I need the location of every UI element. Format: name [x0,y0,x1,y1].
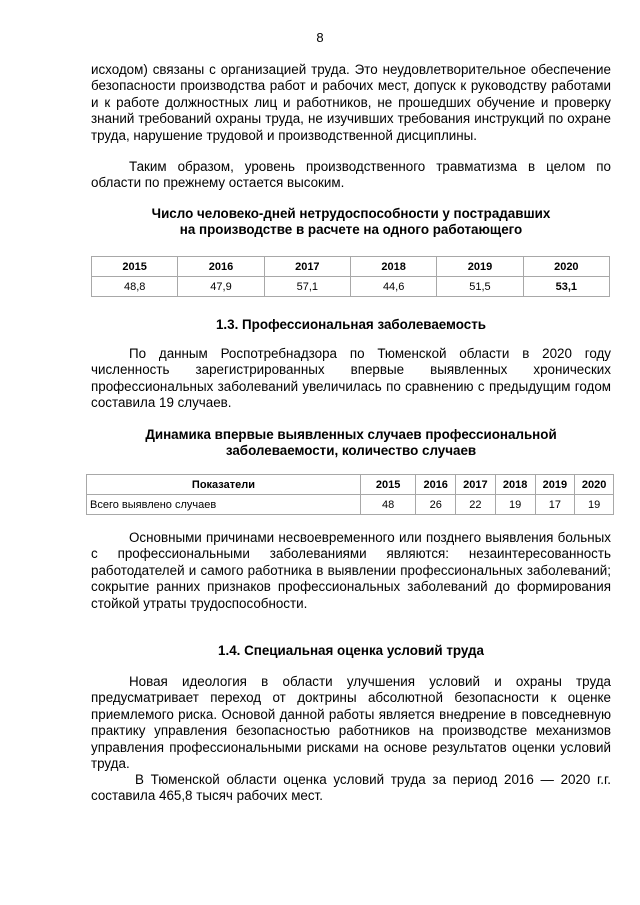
page-number: 8 [316,30,324,45]
table-header-cell: 2016 [416,475,456,495]
table-header-cell: 2015 [360,475,415,495]
table-header-cell: 2018 [350,257,436,277]
table-header-cell: 2017 [264,257,350,277]
table-header-cell: 2019 [437,257,523,277]
table-header-cell: 2019 [535,475,575,495]
table1-title-line1: Число человеко-дней нетрудоспособности у пострадавших [151,206,551,221]
table-cell: 51,5 [437,277,523,297]
table-cell: 22 [456,495,496,515]
table-row [92,277,610,297]
table-header-cell: 2020 [523,257,609,277]
table-cell: 48,8 [92,277,178,297]
table2-title [91,427,611,460]
section-heading-1-4: 1.4. Специальная оценка условий труда [218,643,484,658]
table-cell: 19 [575,495,614,515]
paragraph-risk-ideology-text: Новая идеология в области улучшения условий и охраны труда предусматривает переход от доктрины абсолютной безопасности к оценке приемлемого риска. Основой данной работы является внедрение в повседневную практику управления безопасностью работников на производстве механизмов управления профессиональными рисками на основе результатов оценки условий труда. [91,674,611,772]
table-header-row [87,475,614,495]
table-cell: 48 [360,495,415,515]
table1-title-line2: на производстве в расчете на одного работающего [179,222,523,238]
paragraph-assessment-total [91,772,611,805]
table-cell-highlight: 53,1 [523,277,609,297]
table-header-row [92,257,610,277]
paragraph-occupational-disease-text: По данным Роспотребнадзора по Тюменской области в 2020 году численность зарегистрированных впервые выявленных хронических профессиональных заболеваний увеличилась по сравнению с предыдущим годом составила 19 случаев. [91,346,611,411]
table-cell: 17 [535,495,575,515]
paragraph-occupational-disease [91,346,611,412]
table-header-cell: Показатели [87,475,361,495]
table-header-cell: 2017 [456,475,496,495]
table2-title-line2: заболеваемости, количество случаев [225,443,477,459]
table1-title [91,206,611,239]
table-cell: 26 [416,495,456,515]
occupational-disease-table [86,474,614,515]
table-cell: 57,1 [264,277,350,297]
paragraph-assessment-total-text: В Тюменской области оценка условий труда за период 2016 — 2020 г.г. составила 465,8 тысяч рабочих мест. [91,772,611,804]
table-row-label: Всего выявлено случаев [87,495,361,515]
paragraph-injury-causes: исходом) связаны с организацией труда. Это неудовлетворительное обеспечение безопасности производства работ и рабочих мест, допуск к руководству работами и к работе должностных лиц и работников, не прошедших обучение и проверку знаний требований охраны труда, не изучивших требования инструкций по охране труда, нарушение трудовой и производственной дисциплины. [91,62,611,143]
disability-days-table [91,256,610,297]
paragraph-late-detection-causes [91,530,611,612]
paragraph-injury-summary [91,159,611,192]
paragraph-risk-ideology [91,674,611,772]
table2-title-line1: Динамика впервые выявленных случаев профессиональной [145,427,557,442]
paragraph-late-detection-causes-text: Основными причинами несвоевременного или позднего выявления больных с профессиональными заболеваниями являются: незаинтересованность работодателей и самого работника в выявлении профессиональных заболеваний; сокрытие ранних признаков профессиональных заболеваний до формирования стойкой утраты трудоспособности. [91,530,611,611]
table-header-cell: 2018 [495,475,535,495]
table-row [87,495,614,515]
table-header-cell: 2015 [92,257,178,277]
table-cell: 44,6 [350,277,436,297]
table-cell: 19 [495,495,535,515]
table-header-cell: 2016 [178,257,264,277]
section-heading-1-3: 1.3. Профессиональная заболеваемость [215,317,487,332]
table-cell: 47,9 [178,277,264,297]
table-header-cell: 2020 [575,475,614,495]
paragraph-injury-summary-text: Таким образом, уровень производственного травматизма в целом по области по прежнему остается высоким. [91,159,611,191]
